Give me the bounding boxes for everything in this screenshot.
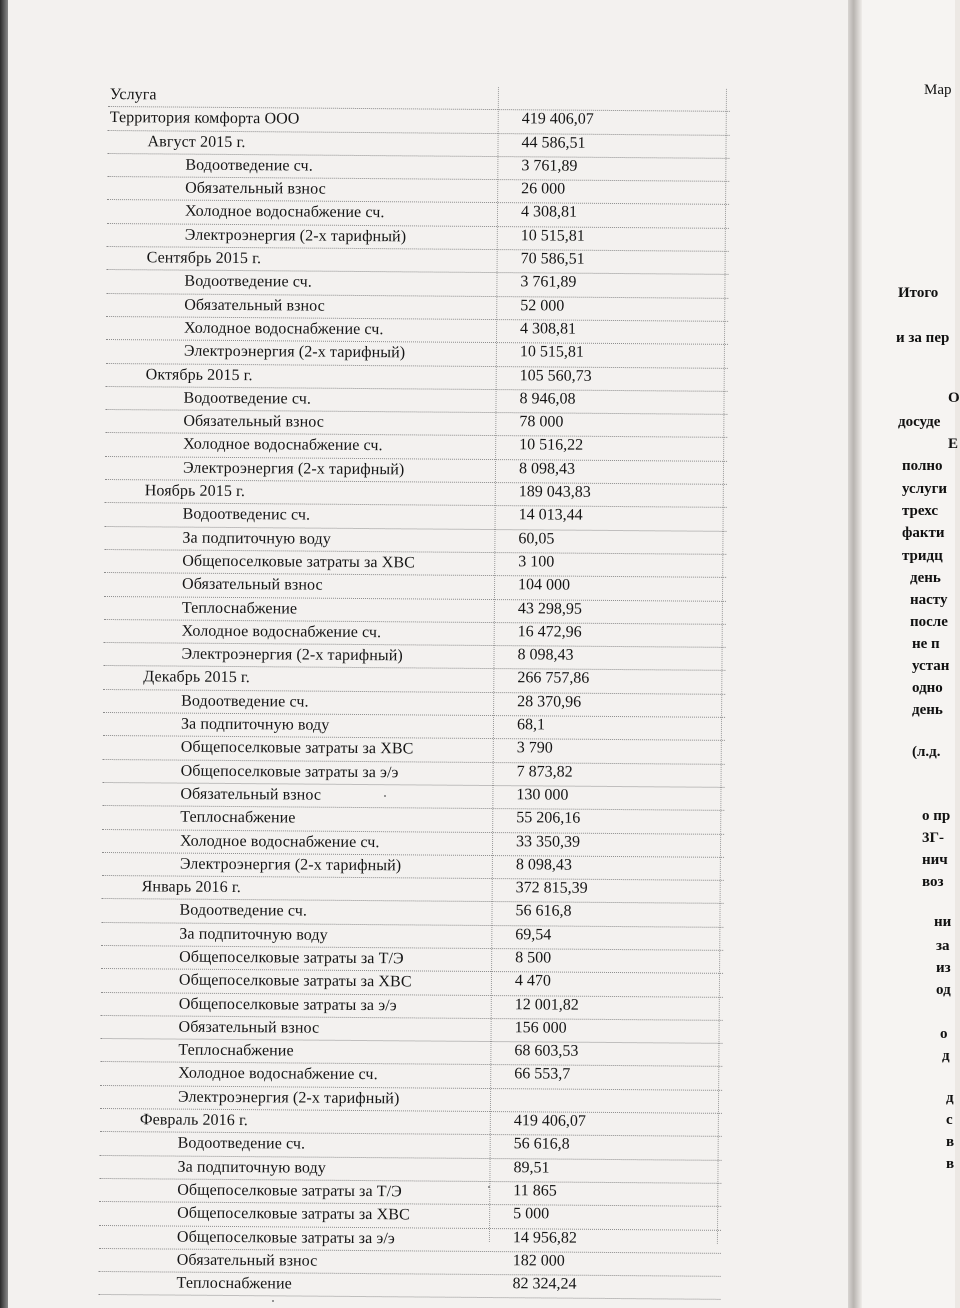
service-name: Общепоселковые затраты за ХВС	[180, 738, 414, 758]
service-name: Теплоснабжение	[176, 1274, 292, 1293]
amount-value: 16 472,96	[517, 623, 582, 641]
amount-value: 78 000	[519, 413, 564, 431]
amount-value: 3 761,89	[521, 157, 578, 175]
fragment-text: факти	[902, 525, 945, 541]
amount-value: 60,05	[518, 529, 555, 548]
fragment-text: насту	[910, 592, 948, 608]
fragment-text: трехс	[902, 503, 938, 519]
amount-value: 3 790	[516, 739, 553, 757]
service-name: Общепоселковые затраты за ХВС	[178, 971, 412, 991]
amount-value: 4 308,81	[520, 320, 577, 338]
amount-value: 8 098,43	[517, 646, 574, 664]
amount-value: 4 308,81	[520, 203, 578, 222]
amount-value: 44 586,51	[521, 133, 586, 152]
amount-value: 28 370,96	[517, 692, 582, 711]
amount-value: 12 001,82	[514, 995, 579, 1014]
service-name: Общепоселковые затраты за э/э	[176, 1228, 395, 1247]
amount-value: 5 000	[513, 1205, 550, 1223]
service-name: Обязательный взнос	[183, 412, 325, 431]
service-name: Электроэнергия (2-х тарифный)	[183, 342, 406, 362]
service-name: Теплоснабжение	[178, 1041, 294, 1060]
fragment-text: и за пер	[896, 330, 950, 346]
service-name: Сентябрь 2015 г.	[146, 249, 262, 268]
amount-value: 43 298,95	[517, 599, 582, 618]
amount-value: 7 873,82	[516, 762, 573, 781]
amount-value: 8 500	[515, 949, 552, 967]
service-name: Теплоснабжение	[180, 808, 296, 827]
service-name: Обязательный взнос	[176, 1251, 318, 1270]
amount-value: 56 616,8	[513, 1135, 570, 1154]
amount-value: 14 013,44	[518, 506, 583, 525]
fragment-text: полно	[902, 458, 943, 474]
service-name: Холодное водоснабжение сч.	[178, 1065, 378, 1084]
service-name: Водоотведенис сч.	[182, 505, 311, 524]
fragment-text: о пр	[922, 808, 951, 824]
service-name: За подпиточную воду	[182, 529, 331, 548]
fragment-text: услуги	[902, 481, 948, 497]
header-label: Услуга	[109, 86, 157, 104]
service-name: Общепоселковые затраты за Т/Э	[177, 1181, 402, 1201]
page-edge	[848, 0, 862, 1308]
amount-value: 68,1	[516, 716, 546, 734]
fragment-text: за	[936, 938, 950, 954]
service-name: За подпиточную воду	[179, 925, 328, 944]
fragment-text: из	[936, 960, 951, 976]
amount-value: 55 206,16	[516, 809, 581, 827]
fragment-text: воз	[922, 874, 944, 890]
fragment-text: д	[946, 1090, 954, 1106]
amount-value: 4 470	[514, 972, 552, 990]
amount-value: 3 761,89	[520, 273, 577, 292]
amount-value: 130 000	[516, 786, 569, 804]
service-name: Водоотведение сч.	[183, 389, 312, 408]
fragment-text: д	[942, 1048, 950, 1064]
service-name: Общепоселковые затраты за э/э	[180, 762, 399, 781]
scan-speck	[488, 1186, 490, 1188]
amount-value: 105 560,73	[519, 366, 592, 385]
service-name: Водоотведение сч.	[177, 1134, 306, 1153]
service-name: Общепоселковые затраты за ХВС	[177, 1204, 410, 1224]
amount-value: 8 098,43	[515, 856, 572, 874]
services-table	[98, 84, 729, 1300]
amount-value: 33 350,39	[515, 832, 581, 851]
service-name: Теплоснабжение	[181, 599, 298, 618]
service-name: За подпиточную воду	[177, 1158, 327, 1177]
amount-value: 419 406,07	[513, 1112, 586, 1130]
service-name: Обязательный взнос	[178, 1018, 320, 1037]
service-name: Октябрь 2015 г.	[145, 365, 253, 384]
amount-value: 14 956,82	[512, 1228, 578, 1247]
service-name: Территория комфорта ООО	[109, 109, 300, 128]
amount-value: 189 043,83	[518, 483, 591, 501]
service-name: Электроэнергия (2-х тарифный)	[177, 1088, 400, 1108]
service-name: Обязательный взнос	[182, 575, 323, 594]
amount-value: 419 406,07	[521, 110, 594, 129]
amount-value: 372 815,39	[515, 879, 588, 897]
amount-value: 266 757,86	[517, 669, 590, 688]
amount-value: 182 000	[512, 1252, 565, 1270]
service-name: Обязательный взнос	[180, 785, 322, 804]
amount-value: 8 946,08	[519, 390, 576, 408]
amount-value: 10 516,22	[519, 436, 584, 455]
fragment-text: тридц	[902, 548, 943, 564]
amount-value: 3 100	[518, 553, 555, 571]
table-row	[98, 1272, 720, 1300]
amount-value: 82 324,24	[512, 1275, 577, 1293]
fragment-text: в	[946, 1134, 955, 1150]
service-name: Холодное водоснабжение сч.	[184, 203, 385, 222]
service-name: Электроэнергия (2-х тарифный)	[182, 459, 405, 479]
service-name: Обязательный взнос	[185, 179, 326, 198]
service-name: Холодное водоснабжение сч.	[183, 436, 383, 455]
service-name: Холодное водоснабжение сч.	[184, 319, 384, 339]
fragment-text: день	[910, 570, 941, 586]
fragment-text: одно	[912, 680, 943, 696]
service-name: Общепоселковые затраты за ХВС	[182, 552, 416, 572]
amount-value: 11 865	[513, 1182, 557, 1200]
service-name: Август 2015 г.	[147, 132, 246, 151]
fragment-text: не п	[912, 636, 940, 652]
amount-value: 68 603,53	[514, 1042, 579, 1060]
service-name: Февраль 2016 г.	[139, 1111, 249, 1130]
scan-speck	[272, 1300, 274, 1302]
amount-value: 66 553,7	[514, 1065, 571, 1084]
amount-value: 104 000	[518, 576, 571, 594]
service-name: Водоотведение сч.	[185, 156, 313, 175]
amount-value: 89,51	[513, 1158, 550, 1177]
fragment-text: 3Г-	[922, 830, 945, 846]
fragment-text: Итого	[898, 285, 939, 301]
fragment-text: Мар	[924, 82, 952, 98]
fragment-text: после	[910, 614, 948, 630]
scan-shadow-left	[0, 0, 8, 1308]
fragment-text: (л.д.	[912, 744, 941, 760]
amount-value: 70 586,51	[520, 250, 585, 268]
amount-value: 10 515,81	[520, 227, 585, 245]
scan-speck	[384, 795, 386, 797]
fragment-text: устан	[912, 658, 950, 674]
fragment-text: нич	[922, 852, 948, 868]
amount-value: 69,54	[515, 925, 552, 944]
amount-value: 10 515,81	[519, 343, 584, 362]
amount-value: 156 000	[514, 1019, 567, 1037]
service-name: Водоотведение сч.	[184, 272, 312, 291]
service-name: Водоотведение сч.	[179, 901, 308, 920]
fragment-text: в	[946, 1156, 955, 1172]
service-name: За подпиточную воду	[180, 715, 330, 734]
service-name: Холодное водоснабжение сч.	[179, 832, 380, 851]
service-name: Ноябрь 2015 г.	[144, 482, 246, 501]
fragment-text: досуде	[898, 414, 941, 430]
service-name: Электроэнергия (2-х тарифный)	[179, 855, 402, 875]
fragment-text: од	[936, 982, 951, 998]
service-name: Электроэнергия (2-х тарифный)	[184, 226, 407, 246]
fragment-text: ни	[934, 914, 952, 930]
service-name: Декабрь 2015 г.	[143, 668, 250, 687]
fragment-text: О	[948, 390, 960, 406]
table-body	[98, 107, 729, 1300]
amount-value: 52 000	[520, 296, 565, 315]
amount-value: 56 616,8	[515, 902, 572, 921]
fragment-text: с	[946, 1112, 953, 1128]
service-name: Январь 2016 г.	[141, 878, 241, 897]
service-name: Водоотведение сч.	[181, 692, 309, 711]
amount-value: 26 000	[521, 180, 566, 198]
service-name: Общепоселковые затраты за э/э	[178, 995, 397, 1014]
service-name: Обязательный взнос	[184, 296, 325, 315]
fragment-text: день	[912, 702, 943, 718]
service-name: Электроэнергия (2-х тарифный)	[181, 645, 403, 665]
adjacent-page-fragment	[862, 0, 960, 1308]
service-name: Холодное водоснабжение сч.	[181, 622, 382, 641]
fragment-text: о	[940, 1026, 948, 1042]
amount-value: 8 098,43	[518, 459, 576, 478]
fragment-text: Е	[948, 436, 959, 452]
service-name: Общепоселковые затраты за Т/Э	[179, 948, 404, 968]
